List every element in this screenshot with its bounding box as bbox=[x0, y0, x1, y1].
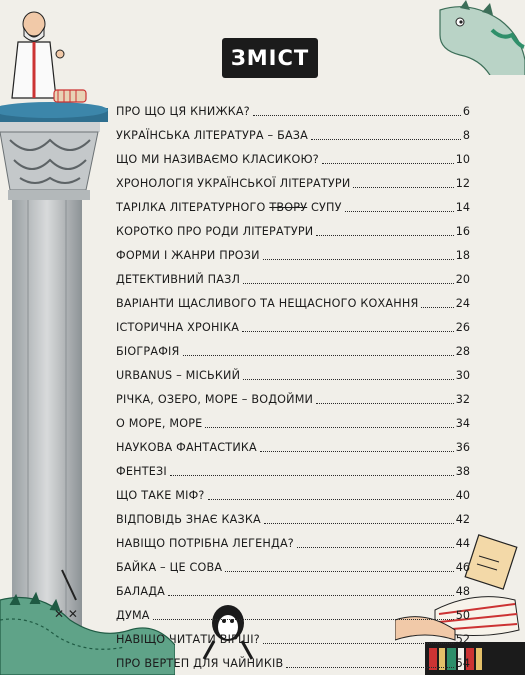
toc-entry[interactable] bbox=[116, 215, 470, 239]
toc-entry-title: ПРО ЩО ЦЯ КНИЖКА? bbox=[116, 105, 250, 118]
toc-entry-page: 18 bbox=[455, 249, 470, 262]
toc-entry-title: ПРО ВЕРТЕП ДЛЯ ЧАЙНИКІВ bbox=[116, 657, 284, 670]
toc-entry-page: 52 bbox=[455, 633, 470, 646]
toc-leader bbox=[322, 163, 454, 164]
toc-entry[interactable] bbox=[116, 239, 470, 263]
toc-leader bbox=[168, 595, 454, 596]
toc-entry[interactable] bbox=[116, 335, 470, 359]
toc-entry[interactable] bbox=[116, 191, 470, 215]
toc-entry-title: НАВІЩО ПОТРІБНА ЛЕГЕНДА? bbox=[116, 537, 294, 550]
toc-leader bbox=[208, 499, 454, 500]
toc-entry[interactable] bbox=[116, 431, 470, 455]
toc-entry-title: О МОРЕ, МОРЕ bbox=[116, 417, 203, 430]
toc-entry-page: 16 bbox=[455, 225, 470, 238]
toc-entry-title: БАЙКА – ЦЕ СОВА bbox=[116, 561, 223, 574]
toc-entry[interactable] bbox=[116, 599, 470, 623]
toc-leader bbox=[183, 355, 454, 356]
toc-entry-page: 14 bbox=[455, 201, 470, 214]
toc-entry-page: 10 bbox=[455, 153, 470, 166]
toc-entry-title: ХРОНОЛОГІЯ УКРАЇНСЬКОЇ ЛІТЕРАТУРИ bbox=[116, 177, 351, 190]
toc-entry[interactable] bbox=[116, 503, 470, 527]
toc-entry[interactable] bbox=[116, 479, 470, 503]
toc-entry-page: 38 bbox=[455, 465, 470, 478]
toc-entry-title: НАВІЩО ЧИТАТИ ВІРШІ? bbox=[116, 633, 260, 646]
toc-entry[interactable] bbox=[116, 455, 470, 479]
toc-entry-title: УКРАЇНСЬКА ЛІТЕРАТУРА – БАЗА bbox=[116, 129, 309, 142]
dragon-top-illustration bbox=[430, 0, 525, 75]
toc-entry[interactable] bbox=[116, 359, 470, 383]
toc-entry-page: 50 bbox=[455, 609, 470, 622]
toc-leader bbox=[264, 523, 454, 524]
toc-entry[interactable] bbox=[116, 263, 470, 287]
toc-leader bbox=[353, 187, 453, 188]
toc-leader bbox=[263, 643, 454, 644]
toc-entry-page: 34 bbox=[455, 417, 470, 430]
toc-entry[interactable] bbox=[116, 647, 470, 671]
toc-entry-title: БІОГРАФІЯ bbox=[116, 345, 180, 358]
toc-entry[interactable] bbox=[116, 95, 470, 119]
toc-entry-title bbox=[116, 201, 342, 215]
toc-leader bbox=[153, 619, 454, 620]
toc-leader bbox=[316, 235, 453, 236]
toc-entry-title: ЩО ТАКЕ МІФ? bbox=[116, 489, 205, 502]
toc-leader bbox=[297, 547, 454, 548]
svg-text:✕ ✕: ✕ ✕ bbox=[54, 607, 78, 621]
toc-title-part: СУПУ bbox=[307, 201, 342, 214]
toc-leader bbox=[205, 427, 453, 428]
toc-entry-page: 20 bbox=[455, 273, 470, 286]
toc-leader bbox=[170, 475, 454, 476]
toc-entry-title: ДЕТЕКТИВНИЙ ПАЗЛ bbox=[116, 273, 241, 286]
toc-entry-title: URBANUS – МІСЬКИЙ bbox=[116, 369, 241, 382]
toc-entry-page: 12 bbox=[455, 177, 470, 190]
toc-entry[interactable] bbox=[116, 383, 470, 407]
toc-entry-page: 28 bbox=[455, 345, 470, 358]
toc-entry-page: 32 bbox=[455, 393, 470, 406]
toc-entry[interactable] bbox=[116, 311, 470, 335]
toc-title-strikethrough: ТВОРУ bbox=[269, 201, 308, 214]
toc-entry-page: 6 bbox=[462, 105, 470, 118]
toc-leader bbox=[243, 379, 454, 380]
toc-entry[interactable] bbox=[116, 575, 470, 599]
toc-entry-page: 44 bbox=[455, 537, 470, 550]
toc-entry-page: 48 bbox=[455, 585, 470, 598]
toc-entry[interactable] bbox=[116, 287, 470, 311]
toc-leader bbox=[253, 115, 461, 116]
toc-entry-page: 24 bbox=[455, 297, 470, 310]
toc-entry-page: 40 bbox=[455, 489, 470, 502]
toc-entry[interactable] bbox=[116, 143, 470, 167]
toc-entry-page: 26 bbox=[455, 321, 470, 334]
toc-entry-title: РІЧКА, ОЗЕРО, МОРЕ – ВОДОЙМИ bbox=[116, 393, 314, 406]
toc-leader bbox=[316, 403, 454, 404]
toc-leader bbox=[242, 331, 454, 332]
contents-title-box bbox=[222, 38, 318, 78]
toc-leader bbox=[286, 667, 453, 668]
toc-entry[interactable] bbox=[116, 119, 470, 143]
toc-entry-page: 30 bbox=[455, 369, 470, 382]
toc-entry[interactable] bbox=[116, 551, 470, 575]
toc-leader bbox=[263, 259, 454, 260]
toc-entry[interactable] bbox=[116, 167, 470, 191]
toc-entry-page: 54 bbox=[455, 657, 470, 670]
toc-entry[interactable] bbox=[116, 407, 470, 431]
toc-entry-title: ФОРМИ І ЖАНРИ ПРОЗИ bbox=[116, 249, 260, 262]
toc-entry-page: 46 bbox=[455, 561, 470, 574]
table-of-contents bbox=[116, 95, 470, 671]
toc-title-part: ТАРІЛКА ЛІТЕРАТУРНОГО bbox=[116, 201, 270, 214]
toc-leader bbox=[225, 571, 453, 572]
toc-entry-title: КОРОТКО ПРО РОДИ ЛІТЕРАТУРИ bbox=[116, 225, 314, 238]
toc-entry-title: ВАРІАНТИ ЩАСЛИВОГО ТА НЕЩАСНОГО КОХАННЯ bbox=[116, 297, 419, 310]
toc-entry-title: ФЕНТЕЗІ bbox=[116, 465, 167, 478]
toc-leader bbox=[345, 211, 454, 212]
toc-entry-title: ІСТОРИЧНА ХРОНІКА bbox=[116, 321, 240, 334]
toc-entry-page: 42 bbox=[455, 513, 470, 526]
philosopher-illustration bbox=[4, 8, 94, 108]
toc-entry[interactable] bbox=[116, 527, 470, 551]
toc-leader bbox=[243, 283, 454, 284]
toc-leader bbox=[421, 307, 453, 308]
contents-title: ЗМІСТ bbox=[230, 46, 310, 70]
toc-entry-page: 36 bbox=[455, 441, 470, 454]
toc-entry-title: НАУКОВА ФАНТАСТИКА bbox=[116, 441, 257, 454]
toc-leader bbox=[260, 451, 454, 452]
toc-entry-page: 8 bbox=[462, 129, 470, 142]
toc-entry-title: ЩО МИ НАЗИВАЄМО КЛАСИКОЮ? bbox=[116, 153, 319, 166]
toc-entry-title: ДУМА bbox=[116, 609, 150, 622]
toc-leader bbox=[311, 139, 461, 140]
toc-entry-title: БАЛАДА bbox=[116, 585, 165, 598]
toc-entry[interactable] bbox=[116, 623, 470, 647]
toc-entry-title: ВІДПОВІДЬ ЗНАЄ КАЗКА bbox=[116, 513, 261, 526]
